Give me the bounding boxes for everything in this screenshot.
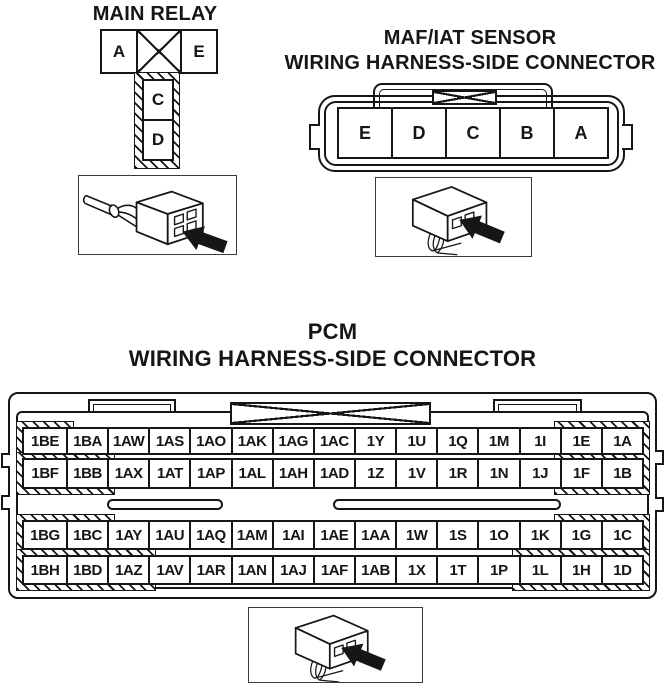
main-relay-keyway-crossed-box [136, 29, 182, 74]
pcm-pin-1AJ: 1AJ [272, 555, 315, 585]
pcm-pin-1AU: 1AU [148, 520, 191, 550]
maf-iat-title-line2: WIRING HARNESS-SIDE CONNECTOR [284, 52, 656, 74]
pcm-pin-1Z: 1Z [354, 458, 397, 489]
maf-pin-D: D [391, 107, 447, 159]
maf-illustration-box [375, 177, 532, 257]
pcm-pin-1AO: 1AO [189, 427, 232, 455]
pcm-pin-1AB: 1AB [354, 555, 397, 585]
pcm-pin-1T: 1T [436, 555, 479, 585]
main-relay-pin-D: D [151, 130, 165, 149]
pcm-pin-1AK: 1AK [231, 427, 274, 455]
pcm-title-line2: WIRING HARNESS-SIDE CONNECTOR [128, 346, 537, 371]
pcm-pin-1BF: 1BF [22, 458, 68, 489]
pcm-pin-1X: 1X [395, 555, 438, 585]
pcm-pin-1AS: 1AS [148, 427, 191, 455]
maf-iat-title [275, 26, 665, 76]
pcm-pin-1BG: 1BG [22, 520, 68, 550]
pcm-pin-1BB: 1BB [66, 458, 109, 489]
pcm-pin-1AP: 1AP [189, 458, 232, 489]
pcm-pin-1R: 1R [436, 458, 479, 489]
pcm-pin-1F: 1F [560, 458, 603, 489]
maf-pin-A: A [553, 107, 609, 159]
pcm-pin-1AD: 1AD [313, 458, 356, 489]
pcm-guide-slot-right [333, 499, 561, 510]
pcm-pin-1I: 1I [519, 427, 562, 455]
pcm-pin-1AW: 1AW [107, 427, 150, 455]
pcm-pin-1S: 1S [436, 520, 479, 550]
pcm-pin-1B: 1B [601, 458, 644, 489]
pcm-pin-1AR: 1AR [189, 555, 232, 585]
pcm-pin-1AY: 1AY [107, 520, 150, 550]
maf-connector-keyway-crossed-box [432, 90, 497, 105]
pcm-pin-1H: 1H [560, 555, 603, 585]
connector-pigtail-icon [249, 608, 422, 682]
pcm-right-tab-upper [655, 450, 664, 465]
main-relay-pin-C: C [144, 81, 172, 121]
pcm-pin-1N: 1N [477, 458, 520, 489]
pcm-top-left-tab [88, 399, 176, 411]
pcm-pin-1BD: 1BD [66, 555, 109, 585]
pcm-pin-1AQ: 1AQ [189, 520, 232, 550]
pcm-pin-1AZ: 1AZ [107, 555, 150, 585]
pcm-guide-slot-left [107, 499, 223, 510]
pcm-pin-1AF: 1AF [313, 555, 356, 585]
pcm-pin-1L: 1L [519, 555, 562, 585]
pcm-pin-1AA: 1AA [354, 520, 397, 550]
pcm-pin-1AL: 1AL [231, 458, 274, 489]
pcm-pin-1BE: 1BE [22, 427, 68, 455]
pcm-pin-1O: 1O [477, 520, 520, 550]
maf-pin-C: C [445, 107, 501, 159]
pcm-pin-1V: 1V [395, 458, 438, 489]
pcm-pin-1BA: 1BA [66, 427, 109, 455]
pcm-pin-1AI: 1AI [272, 520, 315, 550]
pcm-pin-1G: 1G [560, 520, 603, 550]
maf-pin-B: B [499, 107, 555, 159]
pcm-pin-1J: 1J [519, 458, 562, 489]
pcm-pin-1E: 1E [560, 427, 603, 455]
pcm-pin-1BC: 1BC [66, 520, 109, 550]
pcm-pin-1C: 1C [601, 520, 644, 550]
pcm-pin-1U: 1U [395, 427, 438, 455]
pcm-pin-1M: 1M [477, 427, 520, 455]
pcm-top-right-tab [493, 399, 582, 411]
pcm-illustration-box [248, 607, 423, 683]
pcm-pin-1Y: 1Y [354, 427, 397, 455]
pcm-right-tab-lower [655, 497, 664, 512]
pcm-pin-1AM: 1AM [231, 520, 274, 550]
pcm-title-line1: PCM [307, 319, 358, 344]
pcm-pin-1A: 1A [601, 427, 644, 455]
pcm-pin-1AX: 1AX [107, 458, 150, 489]
pcm-pin-1W: 1W [395, 520, 438, 550]
connector-pigtail-icon [376, 178, 531, 256]
main-relay-title: MAIN RELAY [92, 3, 218, 25]
main-relay-pin-A: A [100, 29, 138, 74]
maf-connector-left-tab [309, 124, 320, 150]
pcm-left-tab-lower [1, 495, 10, 510]
pcm-pin-1AG: 1AG [272, 427, 315, 455]
pcm-pin-1Q: 1Q [436, 427, 479, 455]
pcm-pin-1AC: 1AC [313, 427, 356, 455]
pcm-pin-1AH: 1AH [272, 458, 315, 489]
pcm-left-tab-upper [1, 453, 10, 468]
pcm-pin-1AN: 1AN [231, 555, 274, 585]
maf-connector-right-tab [622, 124, 633, 150]
pcm-pin-1AT: 1AT [148, 458, 191, 489]
pcm-pin-1D: 1D [601, 555, 644, 585]
maf-iat-title-line1: MAF/IAT SENSOR [383, 27, 557, 49]
black-direction-arrow [182, 226, 227, 253]
maf-pin-E: E [337, 107, 393, 159]
pcm-pin-1AE: 1AE [313, 520, 356, 550]
pcm-pin-1K: 1K [519, 520, 562, 550]
main-relay-pin-E: E [180, 29, 218, 74]
pcm-pin-1P: 1P [477, 555, 520, 585]
main-relay-body [142, 79, 174, 161]
pcm-pin-1AV: 1AV [148, 555, 191, 585]
pcm-keyway-crossed-box [230, 402, 431, 425]
pcm-title [0, 318, 665, 372]
pcm-pin-1BH: 1BH [22, 555, 68, 585]
main-relay-illustration-box [78, 175, 237, 255]
relay-connector-pigtail-icon [79, 176, 236, 254]
